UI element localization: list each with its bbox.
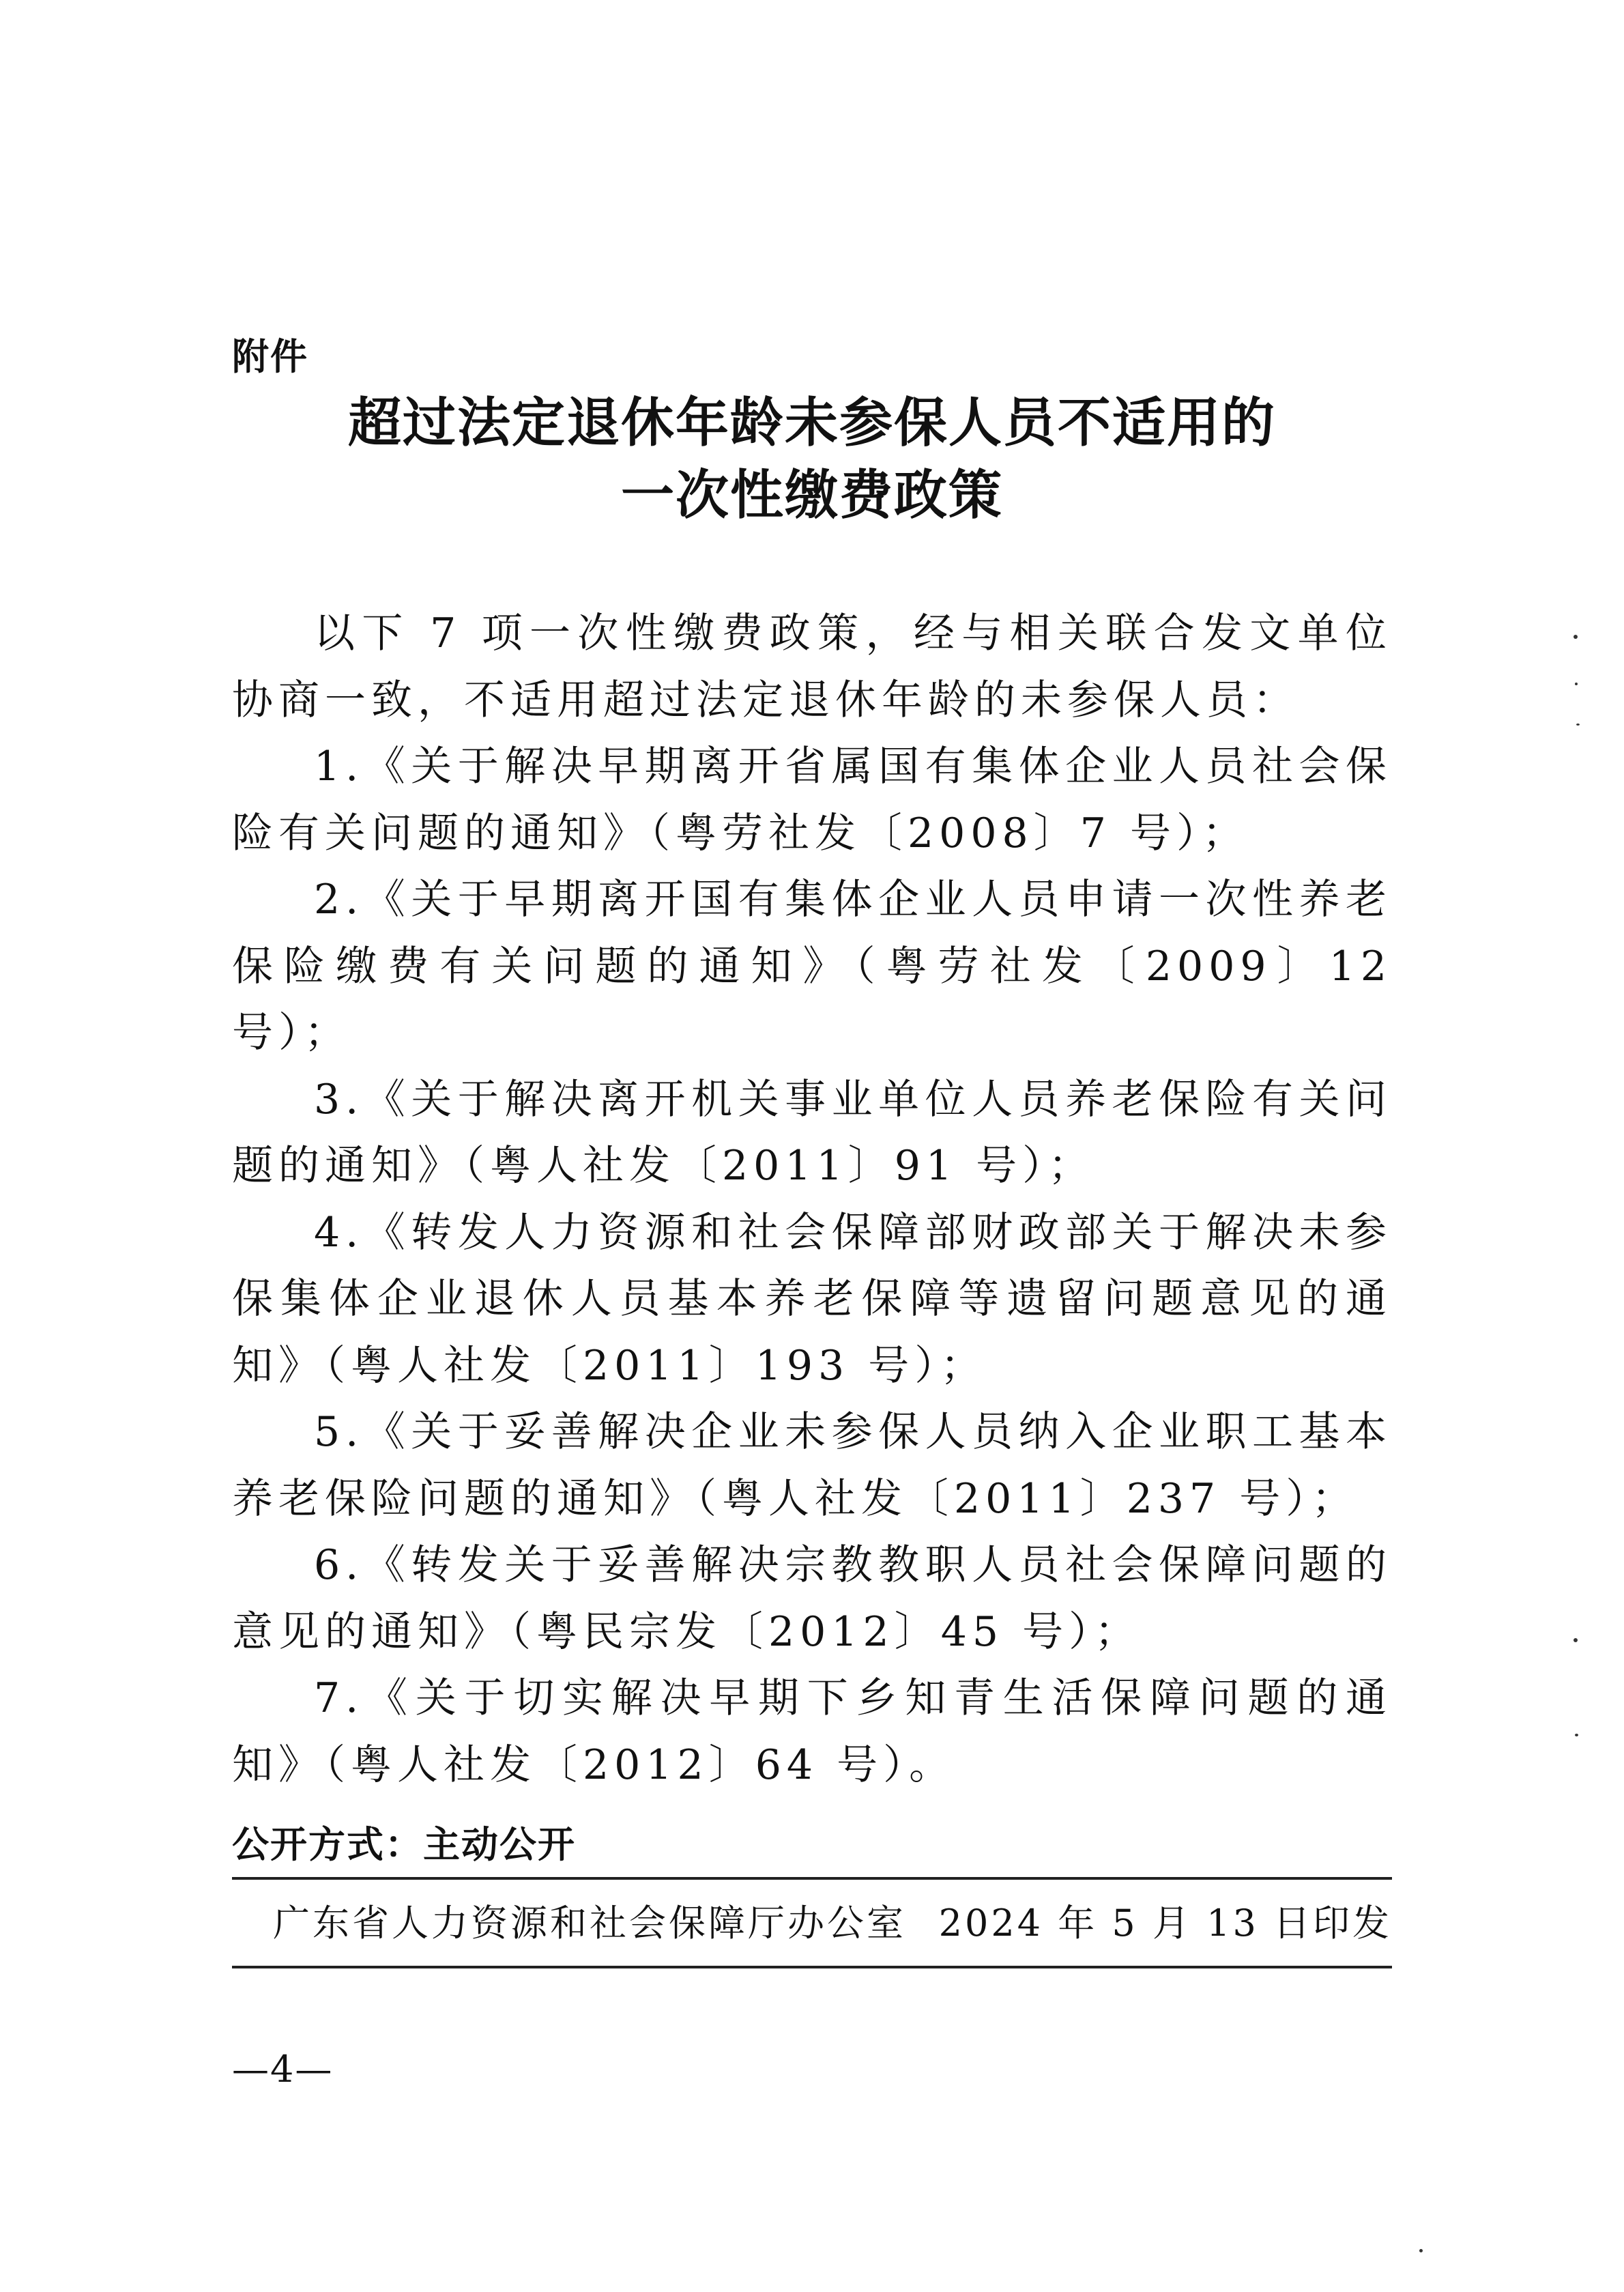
- policy-item-2: 2.《关于早期离开国有集体企业人员申请一次性养老保险缴费有关问题的通知》（粤劳社发〔2009〕12 号）；: [232, 876, 1392, 1057]
- footer-rule-bottom: [232, 1966, 1392, 1968]
- policy-item-4: 4.《转发人力资源和社会保障部财政部关于解决未参保集体企业退休人员基本养老保障等遗留问题意见的通知》（粤人社发〔2011〕193 号）；: [232, 1208, 1392, 1390]
- policy-item-7: 7.《关于切实解决早期下乡知青生活保障问题的通知》（粤人社发〔2012〕64 号）。: [232, 1674, 1392, 1789]
- document-title-line-1: 超过法定退休年龄未参保人员不适用的: [347, 392, 1276, 454]
- attachment-label: 附件: [232, 335, 308, 378]
- document-title-line-2: 一次性缴费政策: [620, 464, 1003, 526]
- scan-speck: [1575, 683, 1578, 685]
- issuing-office: 广东省人力资源和社会保障厅办公室: [273, 1902, 906, 1945]
- document-body: [232, 601, 1392, 1799]
- footer-rule-top: [232, 1877, 1392, 1880]
- policy-item-6: 6.《转发关于妥善解决宗教教职人员社会保障问题的意见的通知》（粤民宗发〔2012〕45 号）；: [232, 1541, 1392, 1656]
- policy-item-5: 5.《关于妥善解决企业未参保人员纳入企业职工基本养老保险问题的通知》（粤人社发〔2011〕237 号）；: [232, 1408, 1392, 1523]
- scan-speck: [1575, 1734, 1578, 1736]
- disclosure-method: 公开方式：主动公开: [232, 1823, 576, 1866]
- page-number: —4—: [232, 2048, 334, 2091]
- intro-paragraph: 以下 7 项一次性缴费政策，经与相关联合发文单位协商一致，不适用超过法定退休年龄的未参保人员：: [232, 610, 1392, 724]
- scan-speck: [1576, 724, 1580, 726]
- issue-date: 2024 年 5 月 13 日印发: [938, 1902, 1392, 1945]
- scan-speck: [1419, 2249, 1423, 2252]
- scan-speck: [1574, 635, 1578, 639]
- scan-speck: [1574, 1638, 1578, 1642]
- policy-item-1: 1.《关于解决早期离开省属国有集体企业人员社会保险有关问题的通知》（粤劳社发〔2008〕7 号）；: [232, 743, 1392, 857]
- policy-item-3: 3.《关于解决离开机关事业单位人员养老保险有关问题的通知》（粤人社发〔2011〕91 号）；: [232, 1075, 1392, 1190]
